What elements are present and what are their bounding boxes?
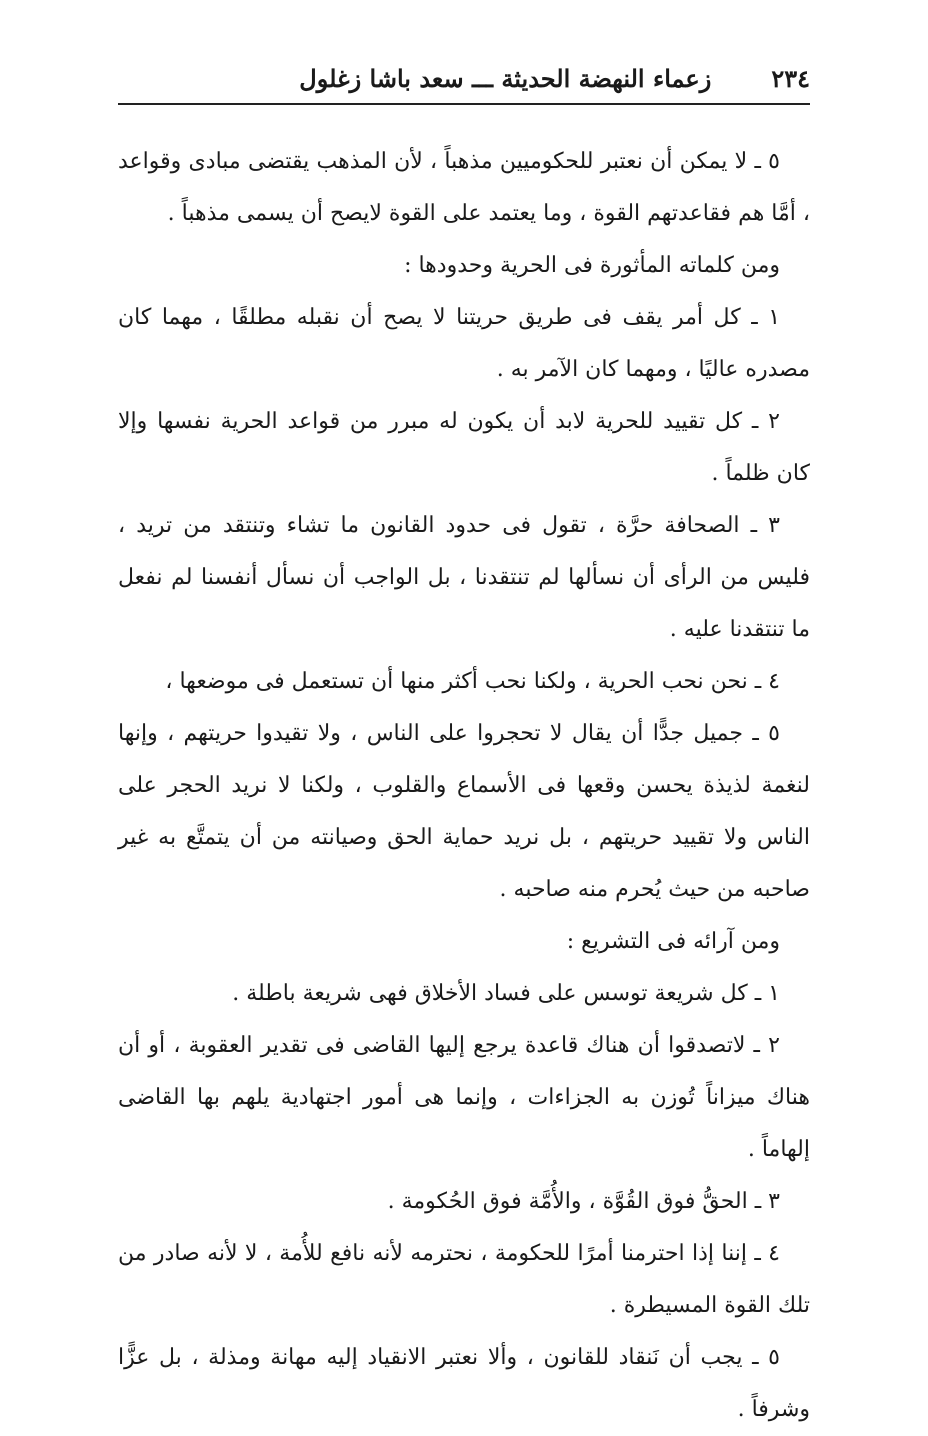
paragraph-freedom-4: ٤ ـ نحن نحب الحرية ، ولكنا نحب أكثر منها أن تستعمل فى موضعها ، [165, 669, 780, 694]
paragraph-freedom-intro: ومن كلماته المأثورة فى الحرية وحدودها : [404, 253, 780, 278]
running-title: زعماء النهضة الحديثة ـــ سعد باشا زغلول [299, 63, 712, 93]
paragraph-legislation-2: ٢ ـ لاتصدقوا أن هناك قاعدة يرجع إليها القاضى فى تقدير العقوبة ، أو أن هناك ميزاناً تُوزن به الجزاءات ، وإنما هى أمور اجتهادية يلهم بها القاضى إلهاماً . [118, 1033, 810, 1162]
paragraph-freedom-2: ٢ ـ كل تقييد للحرية لابد أن يكون له مبرر من قواعد الحرية نفسها وإلا كان ظلماً . [118, 409, 810, 486]
page-number: ٢٣٤ [771, 63, 810, 93]
paragraph-legislation-4: ٤ ـ إننا إذا احترمنا أمرًا للحكومة ، نحترمه لأنه نافع للأُمة ، لا لأنه صادر من تلك القوة المسيطرة . [118, 1241, 810, 1318]
paragraph-freedom-1: ١ ـ كل أمر يقف فى طريق حريتنا لا يصح أن نقبله مطلقًا ، مهما كان مصدره عاليًا ، ومهما كان الآمر به . [118, 305, 810, 382]
paragraph-legislation-5: ٥ ـ يجب أن نَنقاد للقانون ، وألا نعتبر الانقياد إليه مهانة ومذلة ، بل عزًّا وشرفاً . [118, 1345, 810, 1422]
header-rule [118, 103, 810, 105]
paragraph-legislation-3: ٣ ـ الحقُّ فوق القُوَّة ، والأُمَّة فوق الحُكومة . [387, 1189, 780, 1214]
paragraph-legislation-intro: ومن آرائه فى التشريع : [566, 929, 780, 954]
running-header [118, 56, 810, 100]
paragraph-legislation-1: ١ ـ كل شريعة توسس على فساد الأخلاق فهى شريعة باطلة . [232, 981, 780, 1006]
body-text [118, 136, 810, 1436]
paragraph-freedom-5: ٥ ـ جميل جدًّا أن يقال لا تحجروا على الناس ، ولا تقيدوا حريتهم ، وإنها لنغمة لذيذة يحسن وقعها فى الأسماع والقلوب ، ولكنا لا نريد الحجر على الناس ولا تقييد حريتهم ، بل نريد حماية الحق وصيانته من أن يتمتَّع به غير صاحبه من حيث يُحرم منه صاحبه . [118, 721, 810, 902]
paragraph-doctrine-5: ٥ ـ لا يمكن أن نعتبر للحكوميين مذهباً ، لأن المذهب يقتضى مبادى وقواعد ، أمَّا هم فقاعدتهم القوة ، وما يعتمد على القوة لايصح أن يسمى مذهباً . [118, 149, 810, 226]
paragraph-freedom-3: ٣ ـ الصحافة حرَّة ، تقول فى حدود القانون ما تشاء وتنتقد من تريد ، فليس من الرأى أن نسألها لم تنتقدنا ، بل الواجب أن نسأل أنفسنا لم نفعل ما تنتقدنا عليه . [118, 513, 810, 642]
